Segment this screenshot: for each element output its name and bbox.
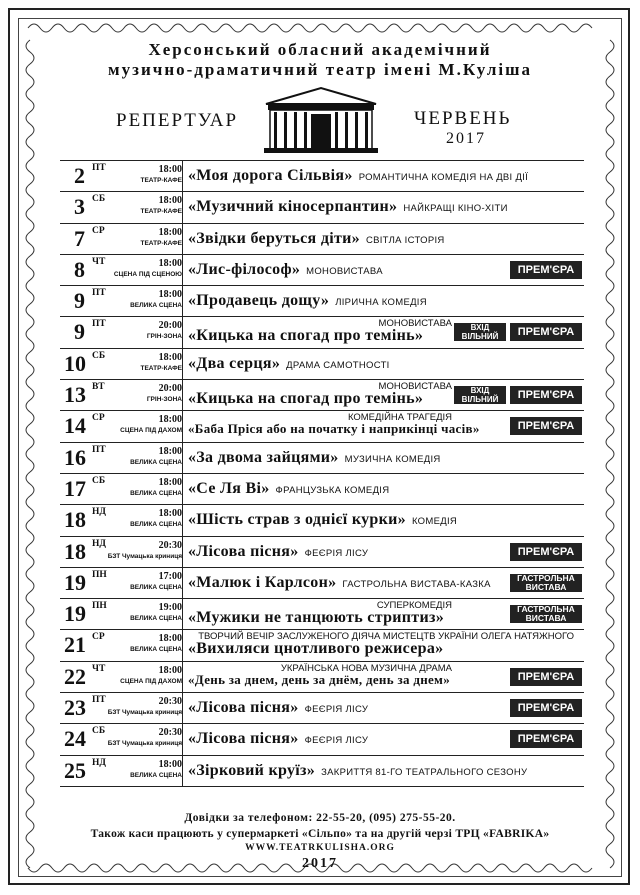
schedule-row	[60, 411, 584, 442]
play-genre: ЛІРИЧНА КОМЕДІЯ	[335, 297, 427, 309]
row-play-title	[188, 327, 423, 345]
row-divider	[182, 349, 183, 379]
row-play-title	[188, 480, 389, 498]
free-entry-badge: ВХІД ВІЛЬНИЙ	[454, 386, 506, 404]
play-genre: РОМАНТИЧНА КОМЕДІЯ НА ДВІ ДІЇ	[358, 172, 529, 183]
row-play-title	[188, 261, 383, 279]
row-day-of-week: ЧТ	[92, 256, 106, 267]
row-divider	[182, 537, 183, 567]
row-play-title	[188, 699, 368, 717]
row-time: 20:30	[158, 727, 182, 739]
row-date: 14	[64, 413, 86, 439]
row-divider	[182, 380, 183, 410]
row-date: 16	[64, 444, 86, 470]
play-title-text: «Мужики не танцюють стриптиз»	[188, 609, 445, 627]
play-title-text: «Шість страв з однієї курки»	[188, 511, 406, 529]
row-play-title	[188, 449, 441, 467]
row-play-title	[188, 292, 427, 310]
play-title-text: «Музичний кіносерпантин»	[188, 198, 398, 216]
schedule-row	[60, 443, 584, 474]
play-title-text: «Продавець дощу»	[188, 292, 330, 310]
row-day-of-week: СР	[92, 413, 105, 424]
row-divider	[182, 662, 183, 692]
row-date: 7	[74, 225, 85, 251]
schedule-row	[60, 255, 584, 286]
row-play-title	[188, 730, 368, 748]
play-genre-top: МОНОВИСТАВА	[378, 381, 452, 393]
row-venue: ТЕАТР-КАФЕ	[140, 239, 182, 247]
row-day-of-week: ВТ	[92, 382, 105, 393]
premiere-badge: ПРЕМ'ЄРА	[510, 543, 582, 561]
tour-badge: ГАСТРОЛЬНА ВИСТАВА	[510, 605, 582, 623]
row-divider	[182, 693, 183, 723]
row-day-of-week: ПТ	[92, 444, 106, 455]
row-date: 2	[74, 163, 85, 188]
row-time: 18:00	[158, 633, 182, 645]
row-play-title	[188, 167, 528, 185]
row-venue: ГРІН-ЗОНА	[146, 396, 182, 404]
theatre-building-icon	[262, 84, 380, 154]
play-genre: ГАСТРОЛЬНА ВИСТАВА-КАЗКА	[342, 578, 491, 590]
month-heading: ЧЕРВЕНЬ	[414, 108, 512, 129]
row-day-of-week: ПТ	[92, 288, 106, 299]
play-title-text: «Малюк і Карлсон»	[188, 573, 337, 591]
row-play-title	[188, 230, 445, 248]
footer-website[interactable]: WWW.TEATRKULISHA.ORG	[245, 843, 395, 853]
row-play-title	[188, 421, 480, 437]
schedule-row	[60, 756, 584, 787]
row-day-of-week: СБ	[92, 726, 106, 737]
row-date: 21	[64, 632, 86, 658]
schedule-row	[60, 160, 584, 192]
row-day-of-week: ПН	[92, 601, 107, 612]
premiere-badge: ПРЕМ'ЄРА	[510, 668, 582, 686]
play-title-text: «Лісова пісня»	[188, 730, 299, 748]
row-date: 17	[64, 475, 86, 501]
row-venue: СЦЕНА ПІД ДАХОМ	[120, 677, 182, 685]
row-time: 18:00	[158, 664, 182, 676]
schedule-row	[60, 286, 584, 317]
row-time: 20:30	[158, 696, 182, 708]
row-date: 19	[64, 569, 86, 595]
row-venue: ВЕЛИКА СЦЕНА	[130, 583, 182, 591]
premiere-badge: ПРЕМ'ЄРА	[510, 386, 582, 404]
row-divider	[182, 411, 183, 441]
schedule-row	[60, 505, 584, 536]
play-genre-top: ТВОРЧИЙ ВЕЧІР ЗАСЛУЖЕНОГО ДІЯЧА МИСТЕЦТВ УКРАЇНИ ОЛЕГА НАТЯЖНОГО	[198, 631, 574, 643]
row-venue: СЦЕНА ПІД ДАХОМ	[120, 427, 182, 435]
repertoire-heading: РЕПЕРТУАР	[116, 110, 239, 131]
row-day-of-week: НД	[92, 507, 106, 518]
row-day-of-week: ПТ	[92, 695, 106, 706]
row-time: 18:00	[158, 758, 182, 770]
theatre-name-line2: музично-драматичний театр імені М.Куліша	[108, 60, 532, 79]
play-title-text: «Вихиляси цнотливого режисера»	[188, 640, 444, 658]
row-date: 22	[64, 663, 86, 689]
play-genre: ФЕЄРІЯ ЛІСУ	[304, 704, 369, 716]
play-title-text: «Зірковий круїз»	[188, 761, 316, 779]
play-genre: ЗАКРИТТЯ 81-ГО ТЕАТРАЛЬНОГО СЕЗОНУ	[321, 766, 528, 778]
schedule-row	[60, 192, 584, 223]
row-play-title	[188, 672, 450, 688]
play-genre: СВІТЛА ІСТОРІЯ	[365, 234, 445, 246]
row-divider	[182, 474, 183, 504]
schedule-row	[60, 380, 584, 411]
row-venue: ВЕЛИКА СЦЕНА	[130, 615, 182, 623]
schedule-row	[60, 599, 584, 630]
row-divider	[182, 724, 183, 754]
row-date: 18	[64, 538, 86, 564]
theatre-name-line1: Херсонський обласний академічний	[148, 40, 492, 59]
play-genre: МОНОВИСТАВА	[306, 265, 383, 277]
row-play-title	[188, 609, 444, 627]
footer-year: 2017	[302, 856, 338, 871]
play-title-text: «Се Ля Ві»	[188, 479, 270, 497]
row-time: 20:00	[158, 383, 182, 395]
play-genre: МУЗИЧНА КОМЕДІЯ	[344, 453, 441, 465]
footer-phones: Довідки за телефоном: 22-55-20, (095) 275-55-20.	[184, 812, 456, 824]
row-divider	[182, 505, 183, 535]
row-date: 25	[64, 757, 86, 783]
row-time: 18:00	[158, 289, 182, 301]
row-venue: ВЕЛИКА СЦЕНА	[130, 302, 182, 310]
row-day-of-week: СР	[92, 632, 105, 643]
row-day-of-week: ПТ	[92, 163, 106, 173]
row-date: 13	[64, 382, 86, 408]
play-title-text: «День за днем, день за днём, день за днем»	[188, 671, 451, 687]
schedule-row	[60, 349, 584, 380]
row-date: 3	[74, 194, 85, 220]
row-time: 18:00	[158, 445, 182, 457]
row-venue: ГРІН-ЗОНА	[146, 333, 182, 341]
row-play-title	[188, 762, 527, 780]
row-date: 18	[64, 507, 86, 533]
row-venue: ТЕАТР-КАФЕ	[140, 208, 182, 216]
play-title-text: «Лісова пісня»	[188, 699, 299, 717]
row-time: 20:00	[158, 320, 182, 332]
row-play-title	[188, 543, 368, 561]
row-date: 23	[64, 695, 86, 721]
row-divider	[182, 568, 183, 598]
schedule-row	[60, 630, 584, 661]
row-time: 18:00	[158, 226, 182, 238]
row-play-title	[188, 640, 443, 658]
play-genre: ФРАНЦУЗЬКА КОМЕДІЯ	[275, 484, 390, 496]
year-heading: 2017	[446, 130, 486, 147]
row-day-of-week: НД	[92, 757, 106, 768]
schedule-row	[60, 662, 584, 693]
play-genre-top: УКРАЇНСЬКА НОВА МУЗИЧНА ДРАМА	[280, 662, 452, 674]
row-divider	[182, 317, 183, 347]
tour-badge: ГАСТРОЛЬНА ВИСТАВА	[510, 574, 582, 592]
schedule-row	[60, 224, 584, 255]
row-divider	[182, 630, 183, 660]
schedule-row	[60, 537, 584, 568]
play-title-text: «Лісова пісня»	[188, 542, 299, 560]
schedule-row	[60, 568, 584, 599]
row-divider	[182, 443, 183, 473]
row-time: 18:00	[158, 476, 182, 488]
row-day-of-week: СБ	[92, 350, 106, 361]
play-genre: ДРАМА САМОТНОСТІ	[286, 359, 390, 371]
footer-cashiers: Також каси працюють у супермаркеті «Сільпо» та на другій черзі ТРЦ «FABRIKA»	[90, 828, 550, 840]
row-play-title	[188, 390, 423, 408]
schedule-row	[60, 693, 584, 724]
row-venue: БЗТ Чумацька криниця	[107, 552, 182, 560]
row-venue: БЗТ Чумацька криниця	[107, 740, 182, 748]
row-time: 17:00	[158, 570, 182, 582]
row-play-title	[188, 511, 457, 529]
play-genre-top: КОМЕДІЙНА ТРАГЕДІЯ	[347, 412, 452, 424]
row-venue: ВЕЛИКА СЦЕНА	[130, 458, 182, 466]
row-venue: ВЕЛИКА СЦЕНА	[130, 771, 182, 779]
row-time: 20:30	[158, 539, 182, 551]
row-venue: ТЕАТР-КАФЕ	[140, 364, 182, 372]
row-play-title	[188, 574, 491, 592]
row-day-of-week: НД	[92, 538, 106, 549]
row-venue: СЦЕНА ПІД СЦЕНОЮ	[113, 270, 182, 278]
row-time: 18:00	[158, 257, 182, 269]
premiere-badge: ПРЕМ'ЄРА	[510, 261, 582, 279]
play-title-text: «Лис-філософ»	[188, 260, 301, 278]
row-divider	[182, 192, 183, 222]
row-time: 18:00	[158, 195, 182, 207]
row-day-of-week: ПТ	[92, 319, 106, 330]
row-venue: ВЕЛИКА СЦЕНА	[130, 521, 182, 529]
play-title-text: «Звідки беруться діти»	[188, 229, 360, 247]
row-divider	[182, 255, 183, 285]
row-date: 9	[74, 319, 85, 345]
schedule-row	[60, 317, 584, 348]
premiere-badge: ПРЕМ'ЄРА	[510, 699, 582, 717]
play-genre: ФЕЄРІЯ ЛІСУ	[304, 735, 369, 747]
row-venue: ТЕАТР-КАФЕ	[140, 177, 182, 184]
play-genre: ФЕЄРІЯ ЛІСУ	[304, 547, 369, 559]
play-genre: КОМЕДІЯ	[411, 516, 458, 528]
premiere-badge: ПРЕМ'ЄРА	[510, 323, 582, 341]
play-title-text: «Баба Пріся або на початку і наприкінці часів»	[188, 421, 480, 437]
play-genre: НАЙКРАЩІ КІНО-ХІТИ	[403, 203, 508, 215]
play-title-text: «Кицька на спогад про темінь»	[188, 327, 424, 345]
row-divider	[182, 286, 183, 316]
play-title-text: «За двома зайцями»	[188, 448, 339, 466]
schedule-row	[60, 724, 584, 755]
row-venue: ВЕЛИКА СЦЕНА	[130, 489, 182, 497]
row-venue: ВЕЛИКА СЦЕНА	[130, 646, 182, 654]
row-date: 10	[64, 350, 86, 376]
play-genre-top: СУПЕРКОМЕДІЯ	[376, 600, 452, 612]
row-divider	[182, 161, 183, 191]
row-time: 18:00	[158, 351, 182, 363]
schedule-table	[60, 160, 584, 787]
play-title-text: «Два серця»	[188, 354, 281, 372]
row-time: 18:00	[158, 508, 182, 520]
row-time: 18:00	[158, 164, 182, 175]
row-divider	[182, 224, 183, 254]
row-play-title	[188, 198, 508, 216]
row-time: 19:00	[158, 602, 182, 614]
row-divider	[182, 599, 183, 629]
play-genre-top: МОНОВИСТАВА	[378, 318, 452, 330]
row-day-of-week: ПН	[92, 569, 107, 580]
row-divider	[182, 756, 183, 786]
play-title-text: «Кицька на спогад про темінь»	[188, 390, 424, 408]
premiere-badge: ПРЕМ'ЄРА	[510, 730, 582, 748]
row-date: 19	[64, 601, 86, 627]
row-date: 9	[74, 288, 85, 314]
row-date: 8	[74, 256, 85, 282]
row-day-of-week: СБ	[92, 475, 106, 486]
row-day-of-week: СР	[92, 225, 105, 236]
premiere-badge: ПРЕМ'ЄРА	[510, 417, 582, 435]
schedule-row	[60, 474, 584, 505]
play-title-text: «Моя дорога Сільвія»	[188, 167, 353, 184]
row-date: 24	[64, 726, 86, 752]
row-venue: БЗТ Чумацька криниця	[107, 709, 182, 717]
free-entry-badge: ВХІД ВІЛЬНИЙ	[454, 323, 506, 341]
row-day-of-week: СБ	[92, 194, 106, 205]
row-day-of-week: ЧТ	[92, 663, 106, 674]
row-time: 18:00	[158, 414, 182, 426]
row-play-title	[188, 355, 390, 373]
